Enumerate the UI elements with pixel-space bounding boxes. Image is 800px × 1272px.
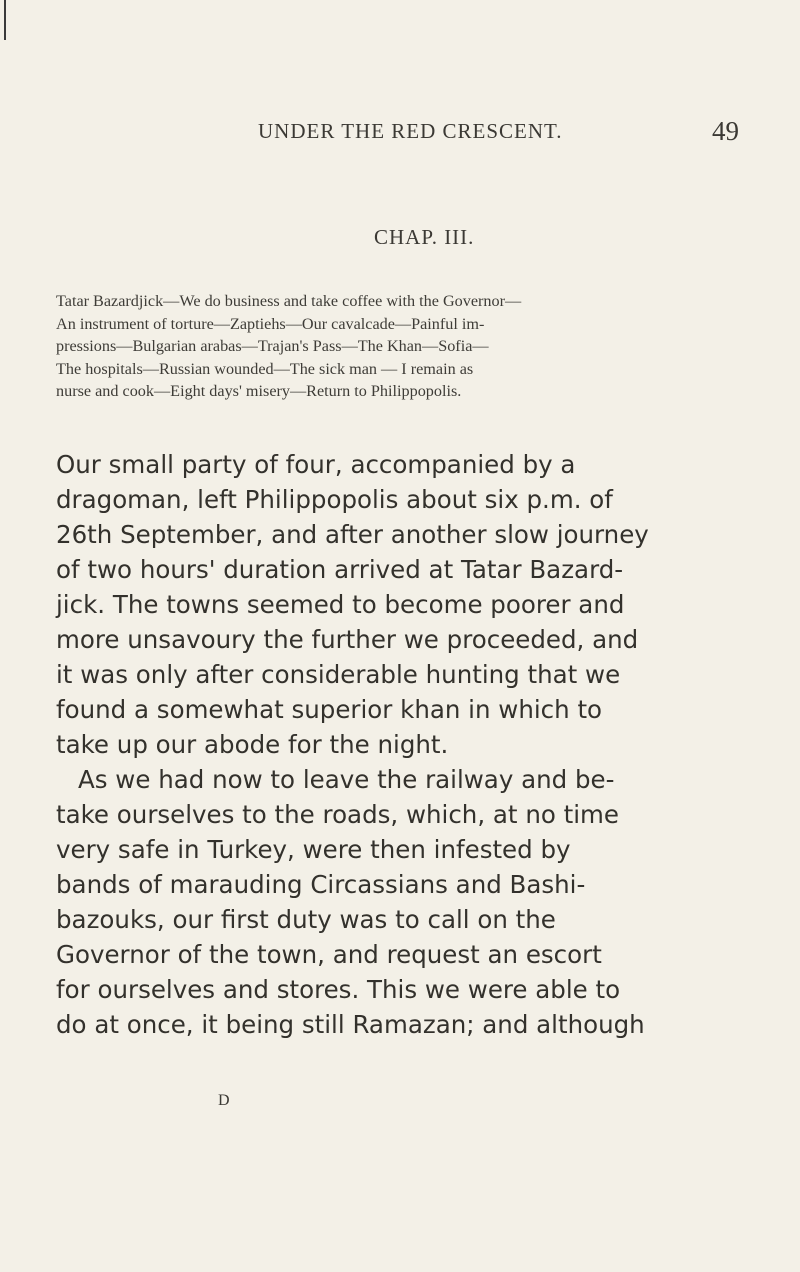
body-line: it was only after considerable hunting that we	[56, 660, 621, 689]
synopsis-line: pressions—Bulgarian arabas—Trajan's Pass—The Khan—Sofia—	[56, 337, 489, 355]
printer-signature-mark: D	[218, 1092, 230, 1109]
body-line: Our small party of four, accompanied by a	[56, 450, 576, 479]
page-number: 49	[712, 116, 739, 146]
synopsis-line: The hospitals—Russian wounded—The sick man — I remain as	[56, 359, 474, 378]
body-line: more unsavoury the further we proceeded, and	[56, 625, 639, 654]
chapter-synopsis	[56, 290, 716, 403]
chapter-title: CHAP. III.	[374, 225, 475, 249]
page-edge-mark	[4, 0, 6, 40]
body-line: do at once, it being still Ramazan; and although	[56, 1010, 645, 1039]
synopsis-line: An instrument of torture—Zaptiehs—Our cavalcade—Painful im-	[56, 314, 485, 333]
running-head: UNDER THE RED CRESCENT.	[258, 119, 563, 143]
synopsis-line: nurse and cook—Eight days' misery—Return to Philippopolis.	[56, 382, 462, 400]
body-line: jick. The towns seemed to become poorer and	[56, 590, 625, 619]
body-line: Governor of the town, and request an escort	[56, 940, 602, 969]
body-line: As we had now to leave the railway and be-	[78, 765, 615, 794]
body-text	[56, 447, 716, 1042]
body-line: found a somewhat superior khan in which to	[56, 695, 603, 724]
body-line: bands of marauding Circassians and Bashi-	[56, 870, 586, 899]
body-line: for ourselves and stores. This we were able to	[56, 975, 621, 1004]
body-line: of two hours' duration arrived at Tatar Bazard-	[56, 555, 624, 584]
body-line: take ourselves to the roads, which, at no time	[56, 800, 619, 829]
body-line: 26th September, and after another slow journey	[56, 520, 649, 549]
body-line: take up our abode for the night.	[56, 730, 449, 759]
body-line: bazouks, our first duty was to call on the	[56, 905, 556, 934]
body-line: very safe in Turkey, were then infested by	[56, 835, 571, 864]
body-line: dragoman, left Philippopolis about six p.m. of	[56, 485, 613, 514]
synopsis-line: Tatar Bazardjick—We do business and take coffee with the Governor—	[56, 292, 522, 310]
